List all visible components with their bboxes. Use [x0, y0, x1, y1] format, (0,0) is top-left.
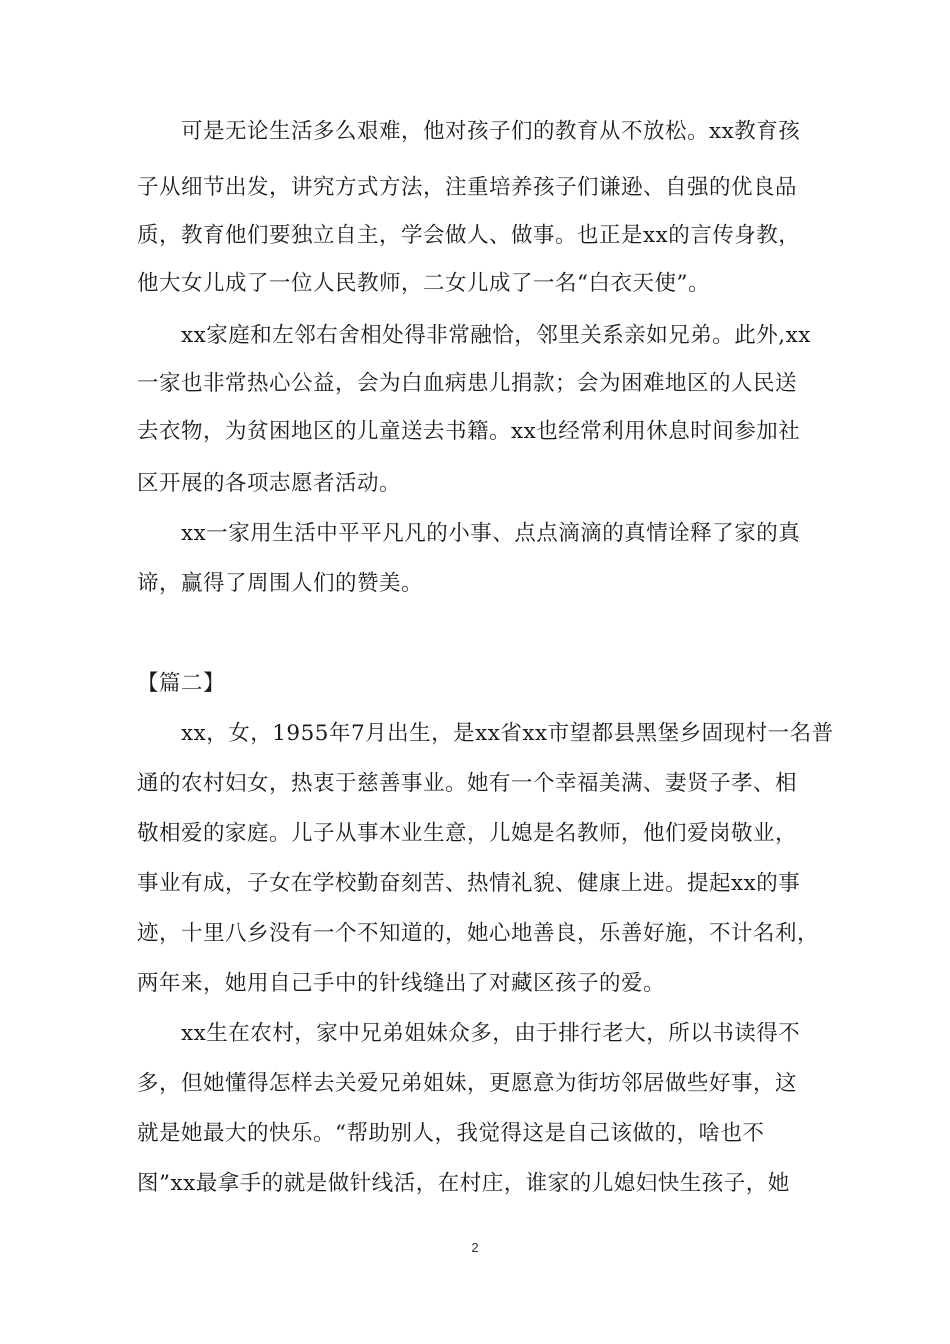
text-line: 多，但她懂得怎样去关爱兄弟姐妹，更愿意为街坊邻居做些好事，这 — [137, 1071, 798, 1096]
text-line: 去衣物，为贫困地区的儿童送去书籍。xx也经常利用休息时间参加社 — [137, 419, 801, 444]
text-line: 一家也非常热心公益，会为白血病患儿捐款；会为困难地区的人民送 — [137, 371, 798, 396]
page-number: 2 — [471, 1240, 479, 1255]
text-line: 子从细节出发，讲究方式方法，注重培养孩子们谦逊、自强的优良品 — [137, 175, 798, 200]
text-line: 图”xx最拿手的就是做针线活，在村庄，谁家的儿媳妇快生孩子，她 — [137, 1171, 790, 1196]
text-line: 他大女儿成了一位人民教师，二女儿成了一名“白衣天使”。 — [137, 271, 710, 296]
text-line: 质，教育他们要独立自主，学会做人、做事。也正是xx的言传身教， — [137, 223, 801, 248]
text-line: xx一家用生活中平平凡凡的小事、点点滴滴的真情诠释了家的真 — [181, 521, 801, 546]
text-line: 就是她最大的快乐。“帮助别人，我觉得这是自己该做的，啥也不 — [137, 1121, 765, 1146]
text-line: 谛，赢得了周围人们的赞美。 — [137, 571, 424, 596]
text-line: xx家庭和左邻右舍相处得非常融恰，邻里关系亲如兄弟。此外,xx — [181, 323, 811, 348]
text-line: 迹，十里八乡没有一个不知道的，她心地善良，乐善好施，不计名利， — [137, 921, 820, 946]
text-line: 可是无论生活多么艰难，他对孩子们的教育从不放松。xx教育孩 — [181, 119, 801, 144]
text-line: xx，女，1955年7月出生，是xx省xx市望都县黑堡乡固现村一名普 — [181, 721, 834, 746]
section-heading: 【篇二】 — [137, 671, 226, 696]
text-line: 通的农村妇女，热衷于慈善事业。她有一个幸福美满、妻贤子孝、相 — [137, 771, 798, 796]
text-line: 区开展的各项志愿者活动。 — [137, 471, 402, 496]
text-line: 事业有成，子女在学校勤奋刻苦、热情礼貌、健康上进。提起xx的事 — [137, 871, 801, 896]
text-line: xx生在农村，家中兄弟姐妹众多，由于排行老大，所以书读得不 — [181, 1021, 801, 1046]
text-line: 两年来，她用自己手中的针线缝出了对藏区孩子的爱。 — [137, 971, 666, 996]
text-line: 敬相爱的家庭。儿子从事木业生意，儿媳是名教师，他们爱岗敬业， — [137, 821, 798, 846]
